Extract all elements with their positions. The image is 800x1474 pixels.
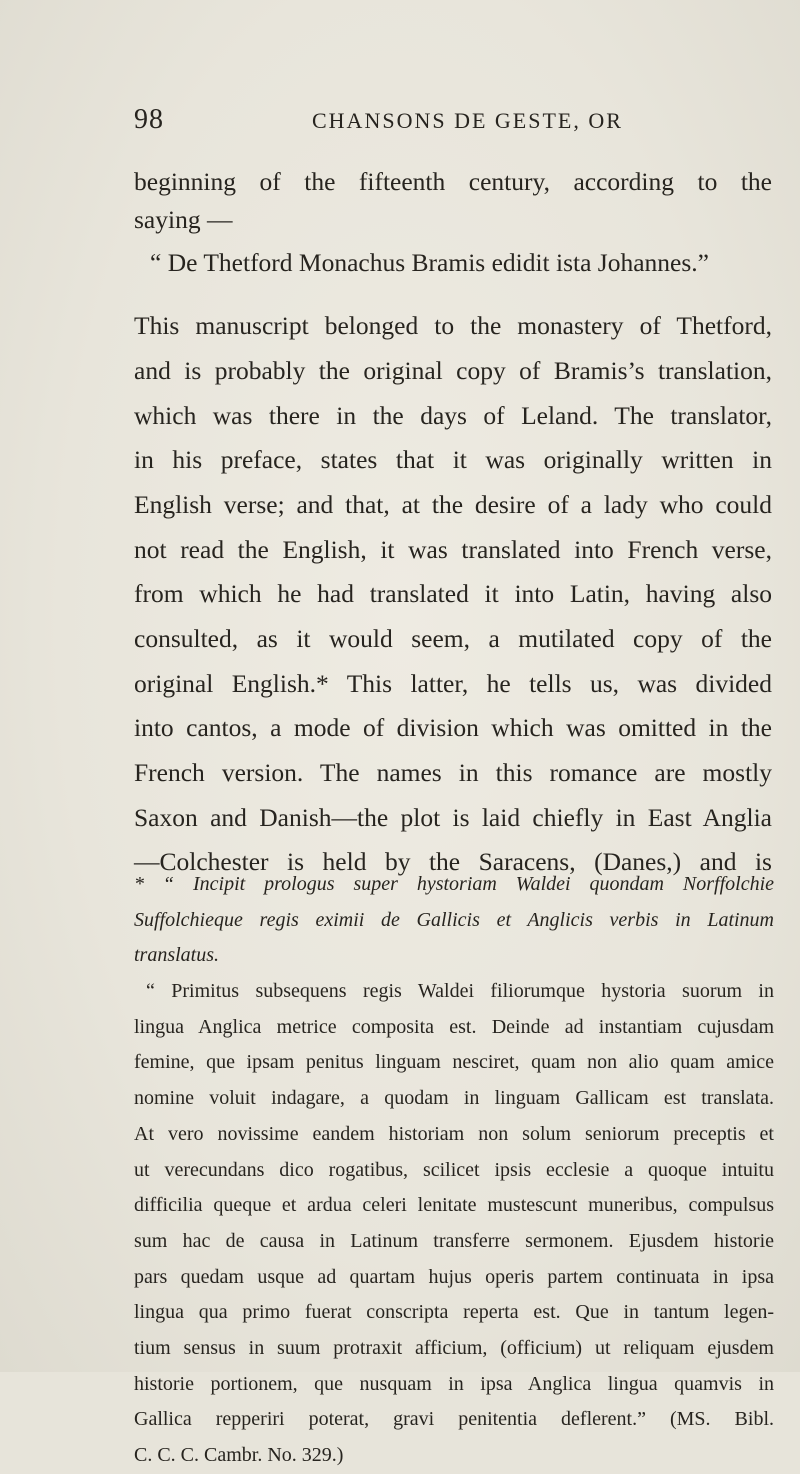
- text-line: which was there in the days of Leland. The translator,: [134, 400, 772, 430]
- footnote-line: translatus.: [134, 944, 220, 967]
- text-line: into cantos, a mode of division which was omitted in the: [134, 713, 772, 743]
- running-title: CHANSONS DE GESTE, OR: [312, 108, 623, 133]
- text-line: beginning of the fifteenth century, according to the: [134, 167, 772, 196]
- footnote-line: difficilia queque et ardua celeri lenitate mustescunt muneribus, compulsus: [134, 1194, 774, 1217]
- main-text: [134, 160, 772, 885]
- text-line: Saxon and Danish—the plot is laid chiefly in East Anglia: [134, 802, 772, 832]
- page-number: 98: [134, 104, 164, 135]
- epigraph-quote: “ De Thetford Monachus Bramis edidit ista Johannes.”: [150, 247, 709, 277]
- footnote-line: sum hac de causa in Latinum transferre sermonem. Ejusdem historie: [134, 1229, 774, 1252]
- paragraph: [134, 304, 772, 885]
- text-line: original English.* This latter, he tells us, was divided: [134, 668, 772, 698]
- footnote-line: Suffolchieque regis eximii de Gallicis et Anglicis verbis in Latinum: [134, 908, 774, 931]
- text-line: from which he had translated it into Latin, having also: [134, 579, 772, 609]
- text-line: English verse; and that, at the desire of a lady who could: [134, 489, 772, 519]
- footnote-line: Gallica repperiri poterat, gravi penitentia deflerent.” (MS. Bibl.: [134, 1408, 774, 1431]
- footnote-line: ut verecundans dico rogatibus, scilicet ipsis ecclesie a quoque intuitu: [134, 1158, 774, 1181]
- text-line: in his preface, states that it was originally written in: [134, 445, 772, 475]
- footnote-line: * “ Incipit prologus super hystoriam Waldei quondam Norffolchie: [134, 873, 774, 895]
- text-line: French version. The names in this romance are mostly: [134, 758, 772, 788]
- footnote-line: femine, que ipsam penitus linguam nesciret, quam non alio quam amice: [134, 1051, 774, 1074]
- footnote-line: At vero novissime eandem historiam non solum seniorum preceptis et: [134, 1122, 774, 1145]
- text-line: saying —: [134, 204, 233, 234]
- footnote-line: historie portionem, que nusquam in ipsa Anglica lingua quamvis in: [134, 1372, 774, 1395]
- text-line: This manuscript belonged to the monastery of Thetford,: [134, 311, 772, 341]
- text-line: consulted, as it would seem, a mutilated copy of the: [134, 624, 772, 653]
- footnote-line: nomine voluit indagare, a quodam in linguam Gallicam est translata.: [134, 1087, 774, 1110]
- footnote-line: lingua qua primo fuerat conscripta reperta est. Que in tantum legen-: [134, 1301, 774, 1324]
- footnote: [134, 867, 774, 1474]
- text-line: not read the English, it was translated into French verse,: [134, 534, 772, 564]
- text-line: and is probably the original copy of Bramis’s translation,: [134, 355, 772, 385]
- footnote-line: tium sensus in suum protraxit afficium, (officium) ut reliquam ejusdem: [134, 1336, 774, 1359]
- footnote-line: C. C. C. Cambr. No. 329.): [134, 1444, 344, 1466]
- running-head: [134, 104, 774, 144]
- text-line: —Colchester is held by the Saracens, (Danes,) and is: [134, 847, 772, 877]
- footnote-line: “ Primitus subsequens regis Waldei filiorumque hystoria suorum in: [146, 980, 774, 1003]
- footnote-line: pars quedam usque ad quartam hujus operis partem continuata in ipsa: [134, 1265, 774, 1288]
- footnote-line: lingua Anglica metrice composita est. Deinde ad instantiam cujusdam: [134, 1015, 774, 1038]
